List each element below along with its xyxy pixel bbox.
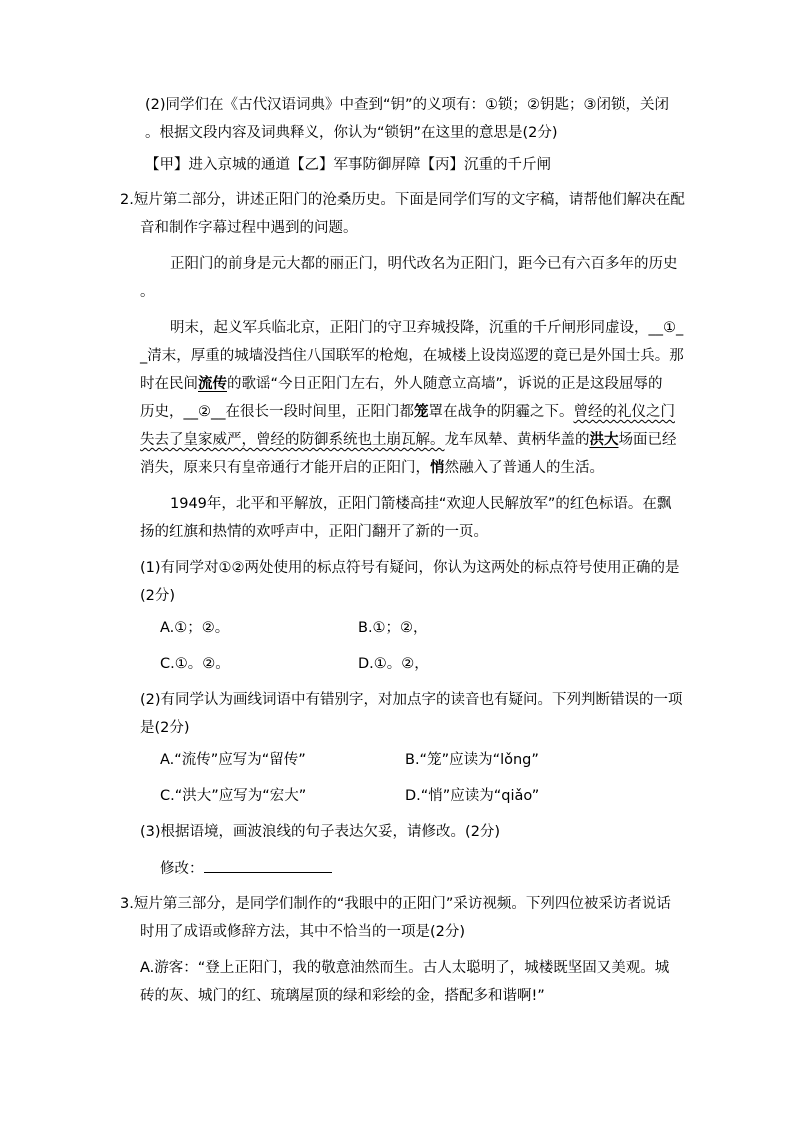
revise-label: 修改：: [160, 861, 204, 877]
q2-sub2-line1: (2)有同学认为画线词语中有错别字，对加点字的读音也有疑问。下列判断错误的一项: [140, 692, 683, 708]
q2-passage-p2-line3: 时在民间流传的歌谣“今日正阳门左右，外人随意立高墙”，诉说的正是这段屈辱的: [140, 376, 663, 392]
q2-sub2-option-b: B.“笼”应读为“lǒng”: [405, 752, 539, 768]
wavy-sentence-part1: 曾经的礼仪之门: [573, 404, 675, 420]
q2-sub3-line: (3)根据语境，画波浪线的句子表达欠妥，请修改。(2分): [140, 824, 501, 840]
dotted-char-long: 笼: [414, 404, 429, 420]
q2-passage-p2-line6: 消失，原来只有皇帝通行才能开启的正阳门，悄然融入了普通人的生活。: [140, 460, 604, 476]
q2-sub1-option-c: C.①。②。: [160, 656, 230, 672]
q2-sub1-option-b: B.①；②，: [358, 620, 428, 636]
q3-intro-line1: 3.短片第三部分，是同学们制作的“我眼中的正阳门”采访视频。下列四位被采访者说话: [120, 896, 671, 912]
q3-option-a-line1: A.游客：“登上正阳门，我的敬意油然而生。古人太聪明了，城楼既坚固又美观。城: [140, 960, 670, 976]
q2-passage-p2-line2: _清末，厚重的城墙没挡住八国联军的枪炮，在城楼上设岗巡逻的竟已是外国士兵。那: [140, 348, 684, 364]
q1-sub2-line1: (2)同学们在《古代汉语词典》中查到“钥”的义项有：①锁；②钥匙；③闭锁，关闭: [145, 97, 670, 113]
q2-passage-p3-line1: 1949年，北平和平解放，正阳门箭楼高挂“欢迎人民解放军”的红色标语。在飘: [170, 496, 672, 512]
q2-passage-p3-line2: 扬的红旗和热情的欢呼声中，正阳门翻开了新的一页。: [140, 524, 488, 540]
revise-answer-line: [160, 860, 332, 877]
q2-sub2-option-c: C.“洪大”应写为“宏大”: [160, 788, 307, 804]
q2-sub1-option-a: A.①；②。: [160, 620, 230, 636]
dotted-char-qiao: 悄: [430, 460, 445, 476]
q2-sub2-option-a: A.“流传”应写为“留传”: [160, 752, 306, 768]
q2-passage-p1-line1: 正阳门的前身是元大都的丽正门，明代改名为正阳门，距今已有六百多年的历史: [170, 256, 678, 272]
wavy-sentence-part2: 失去了皇家威严，曾经的防御系统也土崩瓦解。: [140, 432, 445, 448]
q2-intro-line1: 2.短片第二部分，讲述正阳门的沧桑历史。下面是同学们写的文字稿，请帮他们解决在配: [120, 192, 685, 208]
underlined-word-hongda: 洪大: [589, 432, 619, 448]
q2-sub2-line2: 是(2分): [140, 720, 190, 736]
q1-sub2-options: 【甲】进入京城的通道【乙】军事防御屏障【丙】沉重的千斤闸: [145, 157, 551, 173]
q2-passage-p2-line1: 明末，起义军兵临北京，正阳门的守卫弃城投降，沉重的千斤闸形同虚设，__①_: [170, 320, 684, 336]
q2-sub1-line2: (2分): [140, 588, 176, 604]
q2-sub2-option-d: D.“悄”应读为“qiǎo”: [405, 788, 540, 804]
q2-passage-p2-line5: 失去了皇家威严，曾经的防御系统也土崩瓦解。龙车凤辇、黄柄华盖的洪大场面已经: [140, 432, 677, 448]
q1-sub2-line2: 。根据文段内容及词典释义，你认为“锁钥”在这里的意思是(2分): [145, 125, 558, 141]
q3-option-a-line2: 砖的灰、城门的红、琉璃屋顶的绿和彩绘的金，搭配多和谐啊!”: [140, 988, 545, 1004]
q3-intro-line2: 时用了成语或修辞方法，其中不恰当的一项是(2分): [140, 924, 466, 940]
q2-passage-p1-line2: 。: [140, 284, 155, 300]
q2-sub1-line1: (1)有同学对①②两处使用的标点符号有疑问，你认为这两处的标点符号使用正确的是: [140, 560, 680, 576]
q2-intro-line2: 音和制作字幕过程中遇到的问题。: [140, 220, 358, 236]
revise-answer-blank: [204, 860, 332, 873]
q2-sub1-option-d: D.①。②，: [358, 656, 429, 672]
underlined-word-liuchuan: 流传: [198, 376, 227, 392]
q2-passage-p2-line4: 历史，__②__在很长一段时间里，正阳门都笼罩在战争的阴霾之下。曾经的礼仪之门: [140, 404, 675, 420]
